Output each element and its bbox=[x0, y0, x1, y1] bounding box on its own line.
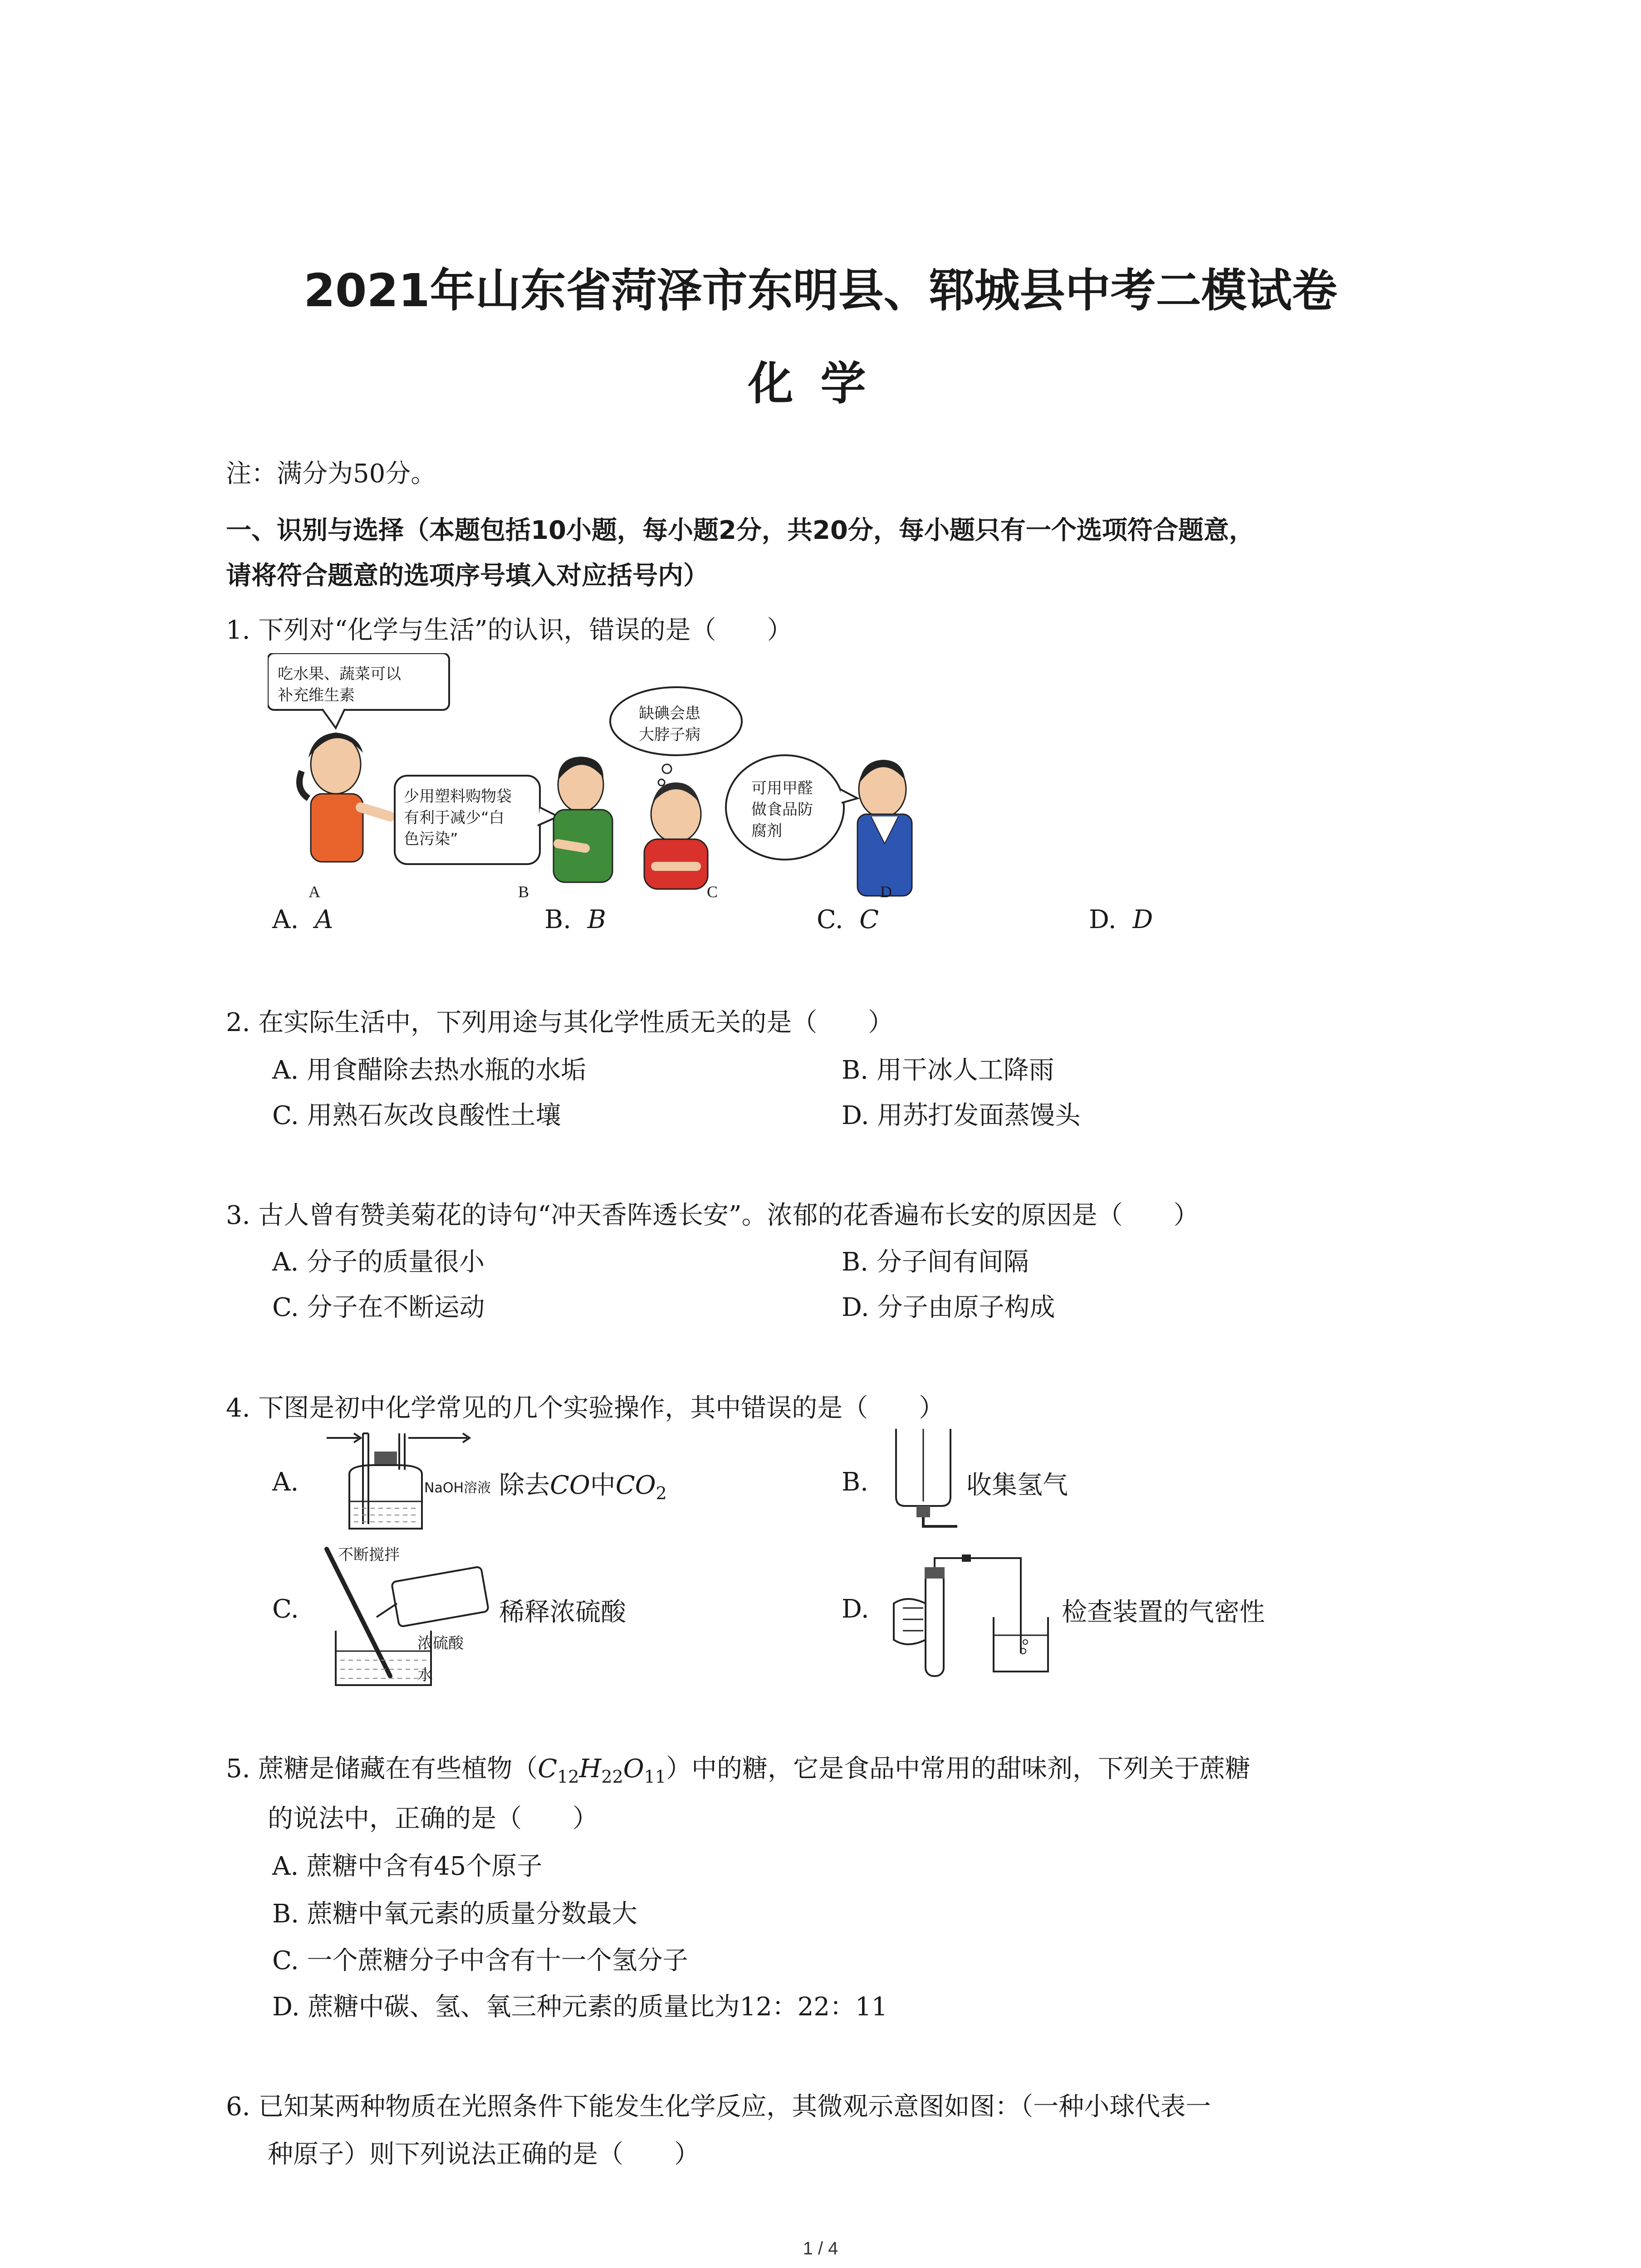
q5-stem-line1: 5. 蔗糖是储藏在有些植物$(C_{12}H_{22}O_{11})$中的糖，它是食品中常用的甜味剂，下列关于蔗糖 bbox=[226, 1754, 1250, 1787]
page-number: 1 / 4 bbox=[803, 2239, 838, 2258]
q1-stem: 1. 下列对“化学与生活”的认识，错误的是（ ） bbox=[226, 616, 793, 645]
person-c-figure bbox=[644, 782, 708, 889]
q4-option-d-key[interactable]: D. bbox=[842, 1594, 869, 1624]
bubble-c-line2: 大脖子病 bbox=[639, 726, 700, 744]
naoh-label: NaOH溶液 bbox=[424, 1480, 491, 1496]
q5-option-a[interactable]: A. 蔗糖中含有45个原子 bbox=[272, 1852, 543, 1881]
fig-label-b: B bbox=[518, 883, 529, 901]
stir-label: 不断搅拌 bbox=[338, 1546, 400, 1564]
q2-option-d[interactable]: D. 用苏打发面蒸馒头 bbox=[842, 1101, 1081, 1130]
q4-option-d-text[interactable]: 检查装置的气密性 bbox=[1062, 1598, 1265, 1627]
water-label: 水 bbox=[417, 1666, 433, 1684]
section-heading-line1: 一、识别与选择（本题包括10小题，每小题2分，共20分，每小题只有一个选项符合题意， bbox=[226, 516, 1254, 545]
q4-option-b-text[interactable]: 收集氢气 bbox=[966, 1471, 1068, 1500]
q3-option-c[interactable]: C. 分子在不断运动 bbox=[272, 1293, 485, 1322]
q4-option-b-key[interactable]: B. bbox=[842, 1467, 868, 1497]
q4-option-a-key[interactable]: A. bbox=[272, 1467, 299, 1497]
bubble-d-line2: 做食品防 bbox=[751, 801, 813, 819]
q2-option-a[interactable]: A. 用食醋除去热水瓶的水垢 bbox=[272, 1056, 587, 1085]
q3-option-d[interactable]: D. 分子由原子构成 bbox=[842, 1293, 1055, 1322]
person-d-figure bbox=[857, 760, 912, 896]
person-b-figure bbox=[554, 757, 612, 882]
q5-option-c[interactable]: C. 一个蔗糖分子中含有十一个氢分子 bbox=[272, 1946, 688, 1975]
q2-option-c[interactable]: C. 用熟石灰改良酸性土壤 bbox=[272, 1101, 561, 1130]
score-note: 注：满分为50分。 bbox=[226, 459, 436, 489]
q6-stem-line1: 6. 已知某两种物质在光照条件下能发生化学反应，其微观示意图如图：（一种小球代表一 bbox=[226, 2092, 1211, 2121]
q4-option-c-key[interactable]: C. bbox=[272, 1594, 299, 1624]
q2-stem: 2. 在实际生活中，下列用途与其化学性质无关的是（ ） bbox=[226, 1008, 894, 1037]
fig-label-a: A bbox=[309, 883, 320, 901]
q3-stem: 3. 古人曾有赞美菊花的诗句“冲天香阵透长安”。浓郁的花香遍布长安的原因是（ ） bbox=[226, 1201, 1199, 1230]
q6-stem-line2: 种原子）则下列说法正确的是（ ） bbox=[268, 2140, 700, 2169]
fig-label-d: D bbox=[880, 883, 892, 901]
fig-label-c: C bbox=[707, 883, 718, 901]
q2-option-b[interactable]: B. 用干冰人工降雨 bbox=[842, 1056, 1054, 1085]
q5-option-b[interactable]: B. 蔗糖中氧元素的质量分数最大 bbox=[272, 1899, 637, 1929]
page-title: 2021年山东省菏泽市东明县、郓城县中考二模试卷 bbox=[304, 264, 1337, 317]
bubble-b-line3: 色污染” bbox=[404, 830, 458, 848]
subject-title: 化学 bbox=[748, 357, 893, 410]
q1-option-c[interactable]: C. C bbox=[817, 905, 879, 934]
q5-stem-line2: 的说法中，正确的是（ ） bbox=[268, 1804, 598, 1833]
q4-option-a-text[interactable]: 除去CO中$CO_2$ bbox=[499, 1471, 667, 1504]
q1-option-a[interactable]: A. A bbox=[272, 905, 333, 934]
bubble-b-line2: 有利于减少“白 bbox=[404, 809, 505, 827]
section-heading-line2: 请将符合题意的选项序号填入对应括号内） bbox=[226, 561, 709, 591]
q1-option-d[interactable]: D. D bbox=[1089, 905, 1153, 934]
q3-option-b[interactable]: B. 分子间有间隔 bbox=[842, 1247, 1029, 1277]
q3-option-a[interactable]: A. 分子的质量很小 bbox=[272, 1247, 485, 1277]
person-a-figure bbox=[299, 733, 390, 862]
bubble-d-line1: 可用甲醛 bbox=[751, 779, 813, 797]
bubble-b-line1: 少用塑料购物袋 bbox=[404, 787, 512, 806]
bubble-a-line1: 吃水果、蔬菜可以 bbox=[278, 665, 401, 683]
q4-stem: 4. 下图是初中化学常见的几个实验操作，其中错误的是（ ） bbox=[226, 1393, 945, 1423]
bubble-c-line1: 缺碘会患 bbox=[639, 704, 700, 723]
bubble-a-line2: 补充维生素 bbox=[278, 686, 355, 704]
acid-label: 浓硫酸 bbox=[417, 1634, 464, 1652]
q5-option-d[interactable]: D. 蔗糖中碳、氢、氧三种元素的质量比为12：22：11 bbox=[272, 1992, 888, 2022]
bubble-d-line3: 腐剂 bbox=[751, 822, 782, 840]
q4-option-c-text[interactable]: 稀释浓硫酸 bbox=[499, 1598, 626, 1627]
q1-option-b[interactable]: B. B bbox=[544, 905, 606, 934]
q4-airtightness-figure bbox=[889, 1549, 1062, 1690]
q4-gas-collection-figure bbox=[892, 1424, 960, 1533]
q1-illustration bbox=[268, 653, 939, 907]
